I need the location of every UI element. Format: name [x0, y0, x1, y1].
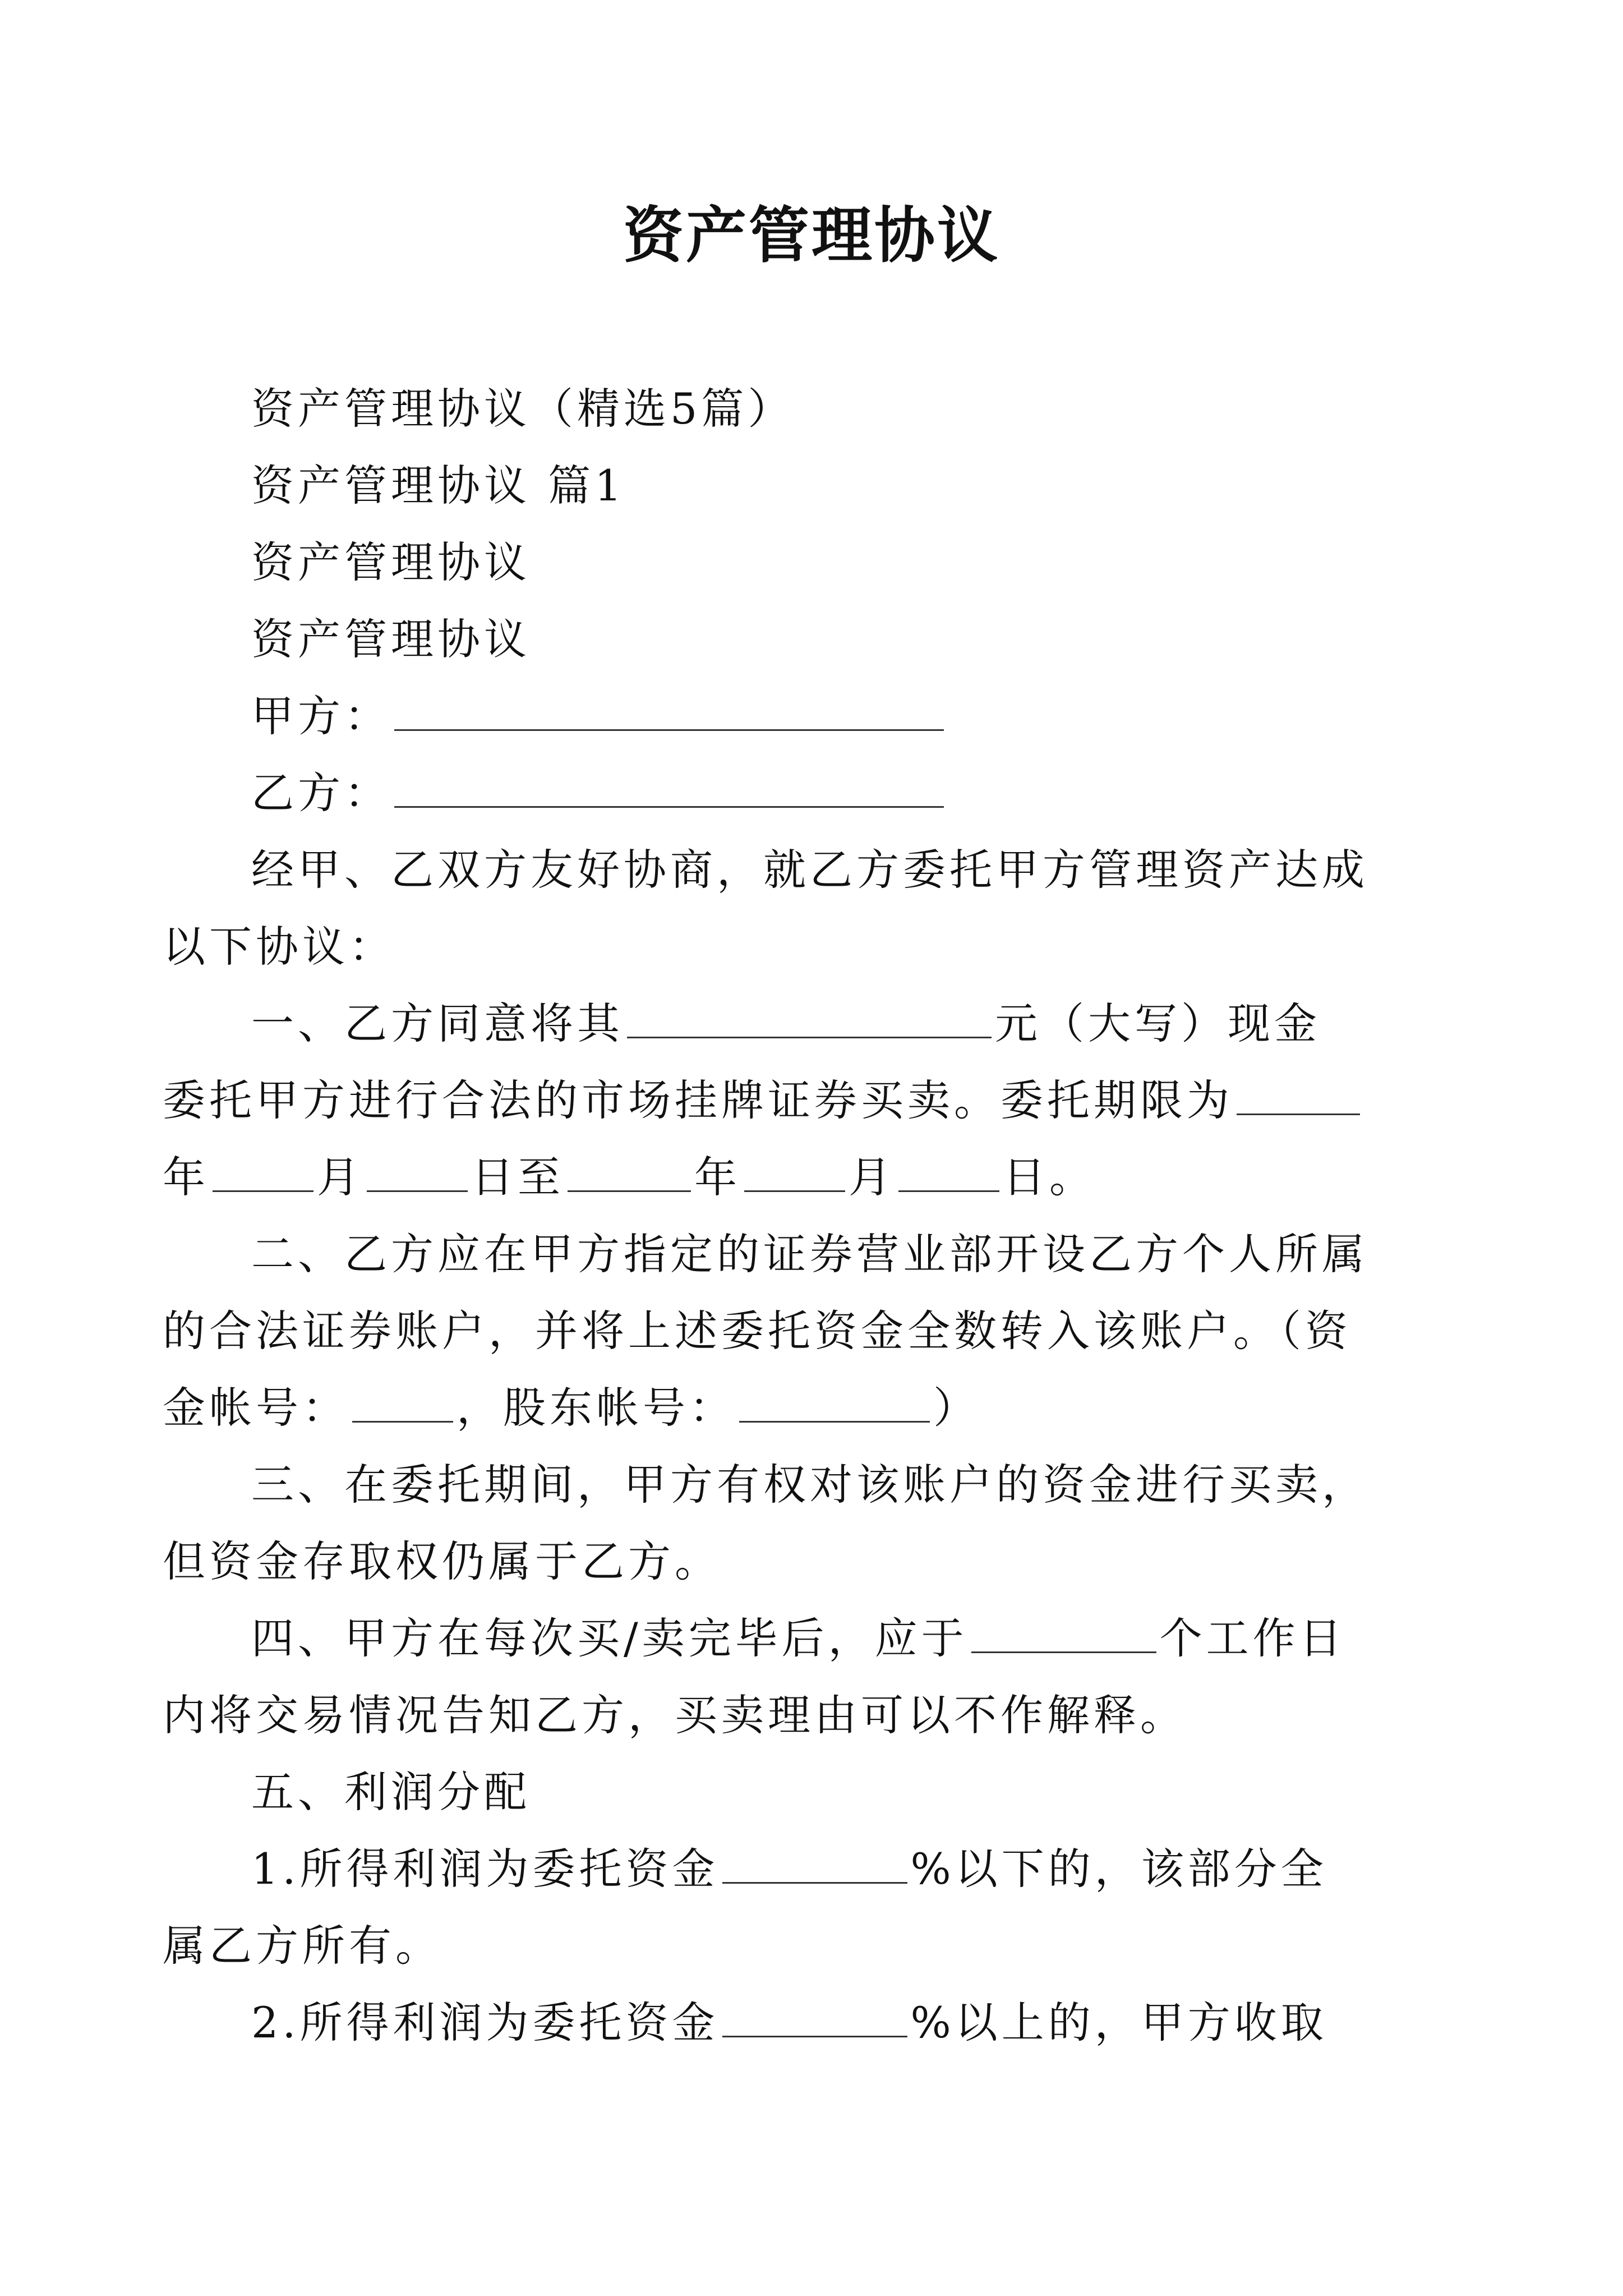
clause-5-2-text-a: 2.所得利润为委托资金 [251, 1998, 719, 2047]
clause-3-line-2: 但资金存取权仍属于乙方。 [163, 1536, 721, 1586]
month-label-2: 月 [849, 1152, 895, 1202]
clause-4-text-a: 四、甲方在每次买/卖完毕后，应于 [251, 1613, 968, 1663]
shareholder-account-label: ，股东帐号： [457, 1383, 736, 1433]
clause-1-line-3 [163, 1139, 1384, 1216]
month-label-1: 月 [317, 1152, 363, 1202]
subtitle: 资产管理协议（精选5篇） [251, 384, 795, 434]
fund-account-blank[interactable] [352, 1387, 453, 1423]
party-a-blank[interactable] [394, 696, 944, 731]
profit-percent-blank-1[interactable] [722, 1848, 907, 1884]
clause-4-text-b: 个工作日 [1159, 1613, 1346, 1663]
party-a-label: 甲方： [251, 691, 391, 741]
document-title: 资产管理协议 [623, 200, 1000, 271]
start-year-blank[interactable] [213, 1157, 313, 1192]
clause-1-line-2 [163, 1062, 1384, 1139]
clause-5-2-text-b: %以上的，甲方收取 [910, 1998, 1327, 2047]
shareholder-account-blank[interactable] [739, 1387, 930, 1423]
clause-2-line-3 [163, 1369, 1384, 1446]
clause-1-text-a: 一、乙方同意将其 [251, 999, 624, 1048]
term-blank[interactable] [1237, 1080, 1360, 1115]
clause-4-line-2: 内将交易情况告知乙方，买卖理由可以不作解释。 [163, 1690, 1187, 1740]
clause-3-line-1: 三、在委托期间，甲方有权对该账户的资金进行买卖， [251, 1460, 1368, 1510]
clause-5-2-line-1 [251, 1984, 1384, 2061]
clause-5-1-text-a: 1.所得利润为委托资金 [251, 1844, 719, 1894]
document-body [163, 370, 1384, 2061]
agreement-heading-1: 资产管理协议 [251, 537, 531, 587]
year-label-2: 年 [694, 1152, 741, 1202]
clause-2-line-2: 的合法证券账户，并将上述委托资金全数转入该账户。（资 [163, 1306, 1352, 1356]
closing-paren: ） [933, 1383, 980, 1433]
clause-1-line-1 [251, 985, 1384, 1062]
party-b-blank[interactable] [394, 772, 944, 808]
start-day-blank[interactable] [568, 1157, 691, 1192]
clause-5-1-line-2: 属乙方所有。 [163, 1921, 442, 1971]
day-end-label: 日。 [1003, 1152, 1096, 1202]
day-to-label: 日至 [471, 1152, 564, 1202]
clause-5-1-text-b: %以下的，该部分全 [910, 1844, 1327, 1894]
clause-4-line-1 [251, 1600, 1384, 1677]
fund-account-label: 金帐号： [163, 1383, 349, 1433]
end-month-blank[interactable] [898, 1157, 999, 1192]
party-b-label: 乙方： [251, 768, 391, 818]
party-b-row [251, 754, 1384, 831]
profit-percent-blank-2[interactable] [722, 2002, 907, 2037]
start-month-blank[interactable] [367, 1157, 468, 1192]
clause-5-1-line-1 [251, 1830, 1384, 1907]
agreement-heading-2: 资产管理协议 [251, 614, 531, 664]
clause-1-text-b: 元（大写）现金 [995, 999, 1321, 1048]
amount-blank[interactable] [627, 1003, 992, 1038]
intro-line-2: 以下协议： [163, 922, 395, 972]
clause-2-line-1: 二、乙方应在甲方指定的证券营业部开设乙方个人所属 [251, 1229, 1368, 1279]
year-label-1: 年 [163, 1152, 209, 1202]
chapter-heading: 资产管理协议 篇1 [251, 461, 626, 510]
party-a-row [251, 678, 1384, 754]
intro-line-1: 经甲、乙双方友好协商，就乙方委托甲方管理资产达成 [251, 845, 1368, 895]
end-year-blank[interactable] [744, 1157, 845, 1192]
workdays-blank[interactable] [971, 1618, 1156, 1653]
clause-5-title: 五、利润分配 [251, 1767, 531, 1817]
clause-1-text-c: 委托甲方进行合法的市场挂牌证券买卖。委托期限为 [163, 1075, 1233, 1125]
